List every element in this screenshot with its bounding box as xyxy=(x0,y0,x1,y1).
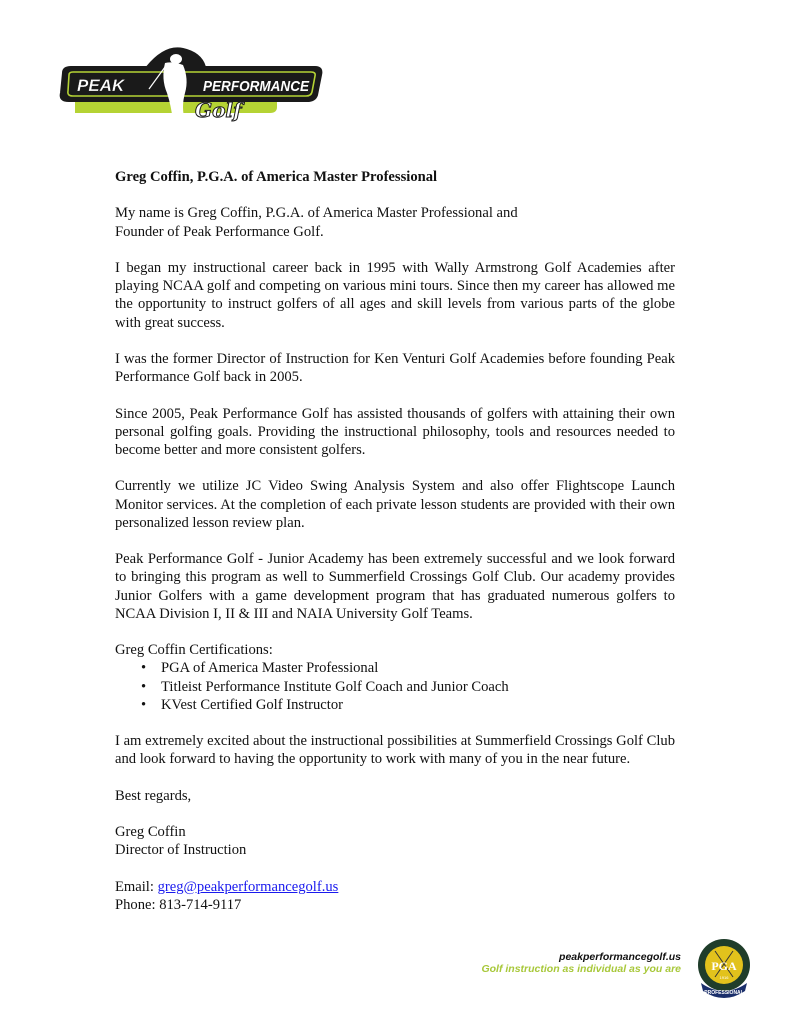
email-line xyxy=(115,878,675,896)
certification-text: KVest Certified Golf Instructor xyxy=(161,696,343,713)
intro-paragraph xyxy=(115,204,675,240)
bullet-icon: • xyxy=(141,696,147,713)
signer-name: Greg Coffin xyxy=(115,824,186,841)
sign-off: Best regards, xyxy=(115,787,192,804)
footer-branding xyxy=(481,951,681,975)
logo-word-peak: PEAK xyxy=(77,76,125,95)
letter-body xyxy=(115,168,675,914)
closing-paragraph: I am extremely excited about the instructional possibilities at Summerfield Crossings Golf Club and look forward to having the opportunity to work with many of you in the near future. xyxy=(115,733,675,768)
letter-title: Greg Coffin, P.G.A. of America Master Professional xyxy=(115,169,438,185)
bullet-icon: • xyxy=(141,660,147,677)
intro-line-2: Founder of Peak Performance Golf. xyxy=(115,223,324,240)
contact-block xyxy=(115,878,675,914)
badge-ribbon-text: PROFESSIONAL xyxy=(704,990,744,996)
phone-label: Phone: xyxy=(115,896,160,913)
signature-block xyxy=(115,823,675,859)
bullet-icon: • xyxy=(141,678,147,695)
certifications-section xyxy=(115,641,675,714)
certifications-list xyxy=(115,659,675,714)
peak-performance-golf-logo xyxy=(55,45,325,125)
body-paragraph: I was the former Director of Instruction for Ken Venturi Golf Academies before founding Peak Performance Golf back in 2005. xyxy=(115,350,675,386)
signer-title: Director of Instruction xyxy=(115,842,247,859)
logo-word-performance: PERFORMANCE xyxy=(203,78,310,95)
body-paragraph: I began my instructional career back in 1995 with Wally Armstrong Golf Academies after playing NCAA golf and competing on various mini tours. Since then my career has allowed me the opportunity to instruct golfers of all ages and skill levels from various parts of the globe with great success. xyxy=(115,259,675,331)
email-label: Email: xyxy=(115,878,158,895)
certification-text: Titleist Performance Institute Golf Coach and Junior Coach xyxy=(161,678,509,695)
list-item xyxy=(115,678,675,696)
list-item xyxy=(115,659,675,677)
pga-professional-badge-icon xyxy=(695,937,753,1001)
certifications-heading: Greg Coffin Certifications: xyxy=(115,642,273,659)
phone-number: 813-714-9117 xyxy=(159,896,242,913)
phone-line xyxy=(115,896,675,914)
list-item xyxy=(115,696,675,714)
certification-text: PGA of America Master Professional xyxy=(161,660,379,677)
body-paragraph: Currently we utilize JC Video Swing Analysis System and also offer Flightscope Launch Monitor services. At the completion of each private lesson students are provided with their own personalized lesson review plan. xyxy=(115,478,675,531)
badge-pga-text: PGA xyxy=(711,959,737,973)
email-link[interactable]: greg@peakperformancegolf.us xyxy=(157,878,339,895)
body-paragraph: Peak Performance Golf - Junior Academy has been extremely successful and we look forward to bringing this program as well to Summerfield Crossings Golf Club. Our academy provides Junior Golfers with a game development program that has graduated numerous golfers to NCAA Division I, II & III and NAIA University Golf Teams. xyxy=(115,551,675,622)
badge-year: 1916 xyxy=(719,975,729,980)
footer-website: peakperformancegolf.us xyxy=(559,951,681,963)
intro-line-1: My name is Greg Coffin, P.G.A. of America Master Professional and xyxy=(115,205,518,222)
body-paragraph: Since 2005, Peak Performance Golf has assisted thousands of golfers with attaining their own personal golfing goals. Providing the instructional philosophy, tools and resources needed to become better and more consistent golfers. xyxy=(115,405,675,458)
footer-tagline: Golf instruction as individual as you are xyxy=(481,963,681,975)
logo-word-golf: Golf xyxy=(195,98,242,122)
